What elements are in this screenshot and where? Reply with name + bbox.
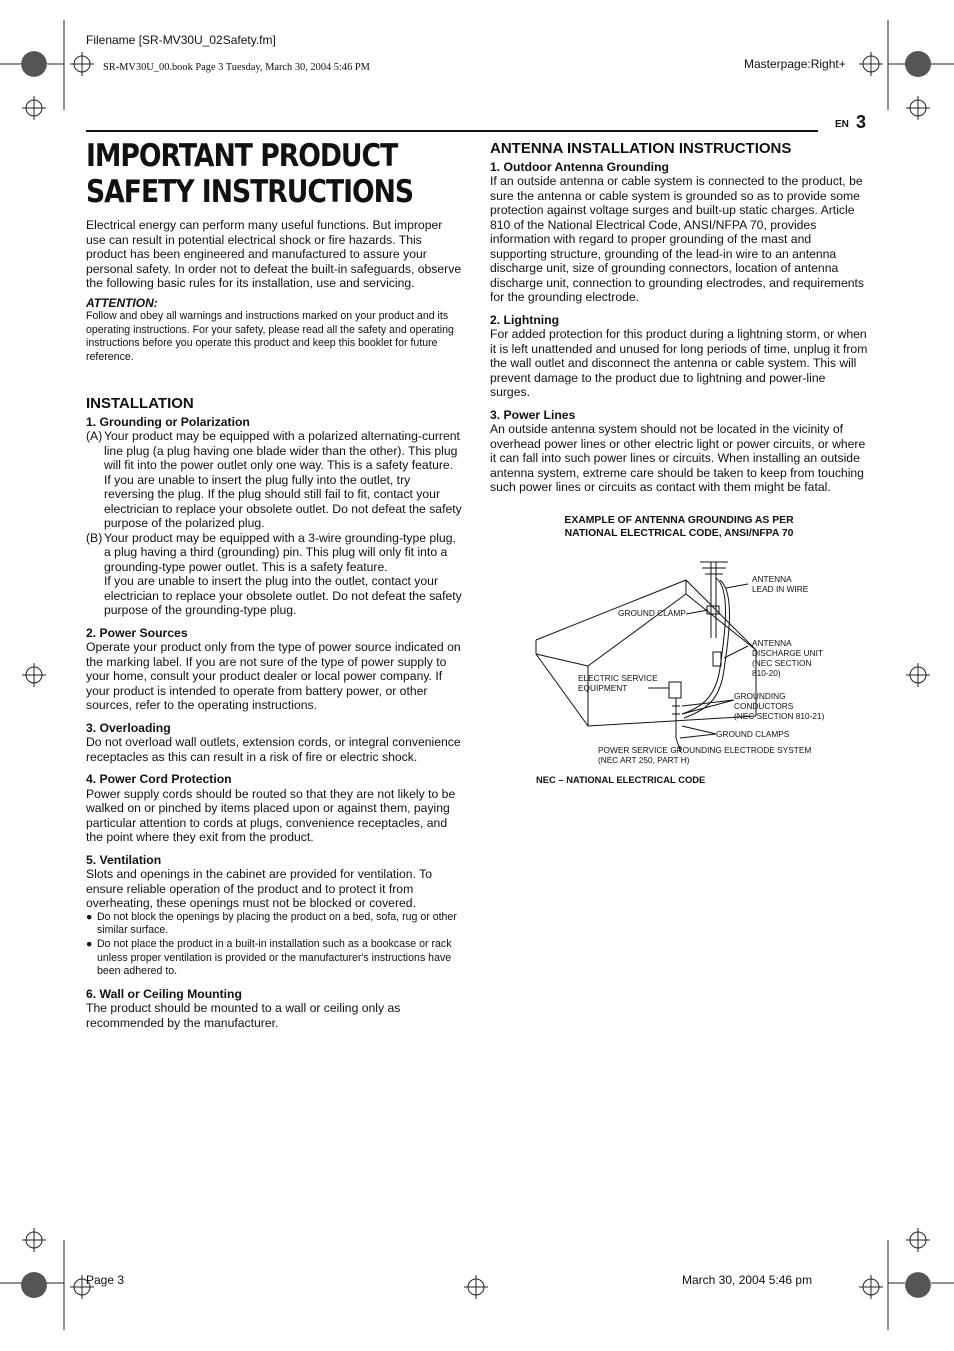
ventilation-title: 5. Ventilation <box>86 852 162 867</box>
intro-paragraph: Electrical energy can perform many useful functions. But improper use can result in potential electrical shock or fire hazards. This product has been engineered and manufactured to assure your personal safety. In order not to defeat the built-in safeguards, observe the following basic rules for its installation, use and servicing. <box>86 218 462 290</box>
label-conductors-3: (NEC SECTION 810-21) <box>734 711 825 721</box>
filename-label: Filename [SR-MV30U_02Safety.fm] <box>86 33 276 47</box>
power-cord-text: Power supply cords should be routed so that they are not likely to be walked on or pinched by items placed upon or against them, paying particular attention to cords at plugs, convenience receptacles, and the point where they exit from the product. <box>86 786 456 845</box>
footer-page: Page 3 <box>86 1273 125 1287</box>
label-antenna-1: ANTENNA <box>752 574 792 584</box>
power-sources-title: 2. Power Sources <box>86 625 188 640</box>
label-electrode-1: POWER SERVICE GROUNDING ELECTRODE SYSTEM <box>598 745 812 755</box>
label-electrode-2: (NEC ART 250, PART H) <box>598 755 690 765</box>
label-antenna-2: LEAD IN WIRE <box>752 584 809 594</box>
power-lines-title: 3. Power Lines <box>490 407 576 422</box>
list-item <box>86 938 462 979</box>
power-cord-title: 4. Power Cord Protection <box>86 772 232 787</box>
figure-caption <box>490 514 868 540</box>
bullet-text: Do not block the openings by placing the product on a bed, sofa, rug or other similar surface. <box>97 910 457 937</box>
item-label: (A) <box>86 429 103 444</box>
antenna-heading: ANTENNA INSTALLATION INSTRUCTIONS <box>490 140 792 157</box>
label-ground-clamps: GROUND CLAMPS <box>716 729 790 739</box>
antenna-grounding-diagram <box>530 548 830 770</box>
ventilation-text: Slots and openings in the cabinet are provided for ventilation. To ensure reliable operation of the product and to protect it from overheating, these openings must not be blocked or covered. <box>86 867 432 911</box>
label-discharge-2: DISCHARGE UNIT <box>752 648 823 658</box>
page-title-block <box>86 138 516 210</box>
language-code: EN <box>835 119 849 130</box>
figure-caption-line: EXAMPLE OF ANTENNA GROUNDING AS PER <box>564 515 794 526</box>
figure-note: NEC – NATIONAL ELECTRICAL CODE <box>536 774 706 785</box>
bullet-icon: ● <box>86 938 93 951</box>
power-lines-text: An outside antenna system should not be located in the vicinity of overhead power lines or other electric light or power circuits, or where it can fall into such power lines or circuits. When installing an outside antenna system, extreme care should be taken to keep from touching such power lines or circuits as contact with them might be fatal. <box>490 422 866 494</box>
right-column <box>490 142 868 495</box>
overloading-title: 3. Overloading <box>86 720 171 735</box>
item-text: Your product may be equipped with a 3-wire grounding-type plug, a plug having a third (grounding) pin. This plug will only fit into a grounding-type power outlet. This is a safety feature. <box>104 530 456 574</box>
label-service-2: EQUIPMENT <box>578 683 628 693</box>
power-sources-text: Operate your product only from the type of power source indicated on the marking label. If you are not sure of the type of power supply to your home, consult your product dealer or local power company. If your product is intended to operate from battery power, or other sources, refer to the operating instructions. <box>86 640 461 713</box>
grounding-title: 1. Grounding or Polarization <box>86 414 250 429</box>
list-item <box>86 911 462 938</box>
page-number: 3 <box>856 112 867 132</box>
label-service-1: ELECTRIC SERVICE <box>578 673 658 683</box>
header-rule <box>86 130 818 132</box>
lightning-title: 2. Lightning <box>490 312 560 327</box>
grounding-item-b <box>86 531 462 618</box>
bullet-icon: ● <box>86 910 93 923</box>
item-text: If you are unable to insert the plug into the outlet, contact your electrician to replace your obsolete outlet. Do not defeat the safety purpose of the grounding-type plug. <box>104 574 462 618</box>
lightning-text: For added protection for this product during a lightning storm, or when it is left unattended and unused for long periods of time, unplug it from the wall outlet and disconnect the antenna or cable system. This will prevent damage to the product due to lightning and power-line surges. <box>490 327 868 399</box>
label-discharge-1: ANTENNA <box>752 638 792 648</box>
item-text: If you are unable to insert the plug fully into the outlet, try reversing the plug. If the plug should still fail to fit, contact your electrician to replace your obsolete outlet. Do not defeat the safety purpose of the polarized plug. <box>104 472 462 531</box>
grounding-item-a <box>86 429 462 531</box>
item-label: (B) <box>86 530 103 545</box>
attention-text: Follow and obey all warnings and instructions marked on your product and its operating instructions. For your safety, please read all the safety and operating instructions before you operate this product and keep this booklet for future reference. <box>86 310 454 363</box>
bullet-text: Do not place the product in a built-in installation such as a bookcase or rack unless proper ventilation is provided or the manufacturer's instructions have been adhered to. <box>97 938 452 978</box>
overloading-text: Do not overload wall outlets, extension cords, or integral convenience receptacles as this can result in a risk of fire or electric shock. <box>86 735 461 764</box>
outdoor-grounding-text: If an outside antenna or cable system is connected to the product, be sure the antenna or cable system is grounded so as to provide some protection against voltage surges and built-up static charges. Article 810 of the National Electrical Code, ANSI/NFPA 70, provides information with regard to proper grounding of the mast and supporting structure, grounding of the lead-in wire to an antenna discharge unit, size of grounding connectors, location of antenna discharge unit, connection to grounding electrodes, and requirements for the grounding electrode. <box>490 174 864 304</box>
left-column <box>86 218 462 1030</box>
wall-mount-text: The product should be mounted to a wall or ceiling only as recommended by the manufacturer. <box>86 1001 401 1030</box>
item-text: Your product may be equipped with a polarized alternating-current line plug (a plug having one blade wider than the other). This plug will fit into the power outlet only one way. This is a safety feature. <box>104 429 460 473</box>
figure-caption-line: NATIONAL ELECTRICAL CODE, ANSI/NFPA 70 <box>564 528 794 539</box>
label-conductors-2: CONDUCTORS <box>734 701 794 711</box>
attention-heading: ATTENTION: <box>86 295 158 310</box>
footer-date: March 30, 2004 5:46 pm <box>682 1273 813 1287</box>
page-title: IMPORTANT PRODUCT SAFETY INSTRUCTIONS <box>86 138 414 210</box>
installation-heading: INSTALLATION <box>86 395 194 413</box>
book-info: SR-MV30U_00.book Page 3 Tuesday, March 30, 2004 5:46 PM <box>103 62 370 73</box>
masterpage-label: Masterpage:Right+ <box>744 57 846 71</box>
label-conductors-1: GROUNDING <box>734 691 786 701</box>
outdoor-grounding-title: 1. Outdoor Antenna Grounding <box>490 159 669 174</box>
wall-mount-title: 6. Wall or Ceiling Mounting <box>86 986 242 1001</box>
label-discharge-4: 810-20) <box>752 668 781 678</box>
label-ground-clamp: GROUND CLAMP <box>618 608 686 618</box>
label-discharge-3: (NEC SECTION <box>752 658 812 668</box>
